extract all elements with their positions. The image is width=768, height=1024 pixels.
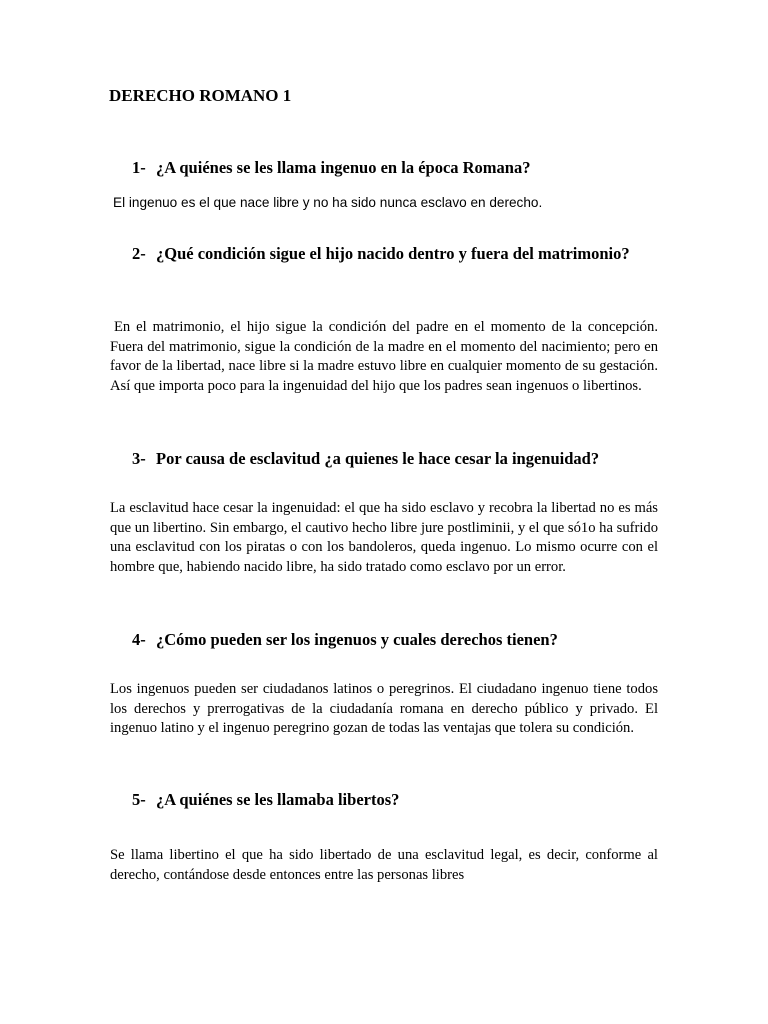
answer-3: La esclavitud hace cesar la ingenuidad: el que ha sido esclavo y recobra la libertad no es más que un libertino. Sin embargo, el cautivo hecho libre jure postliminii, y el que só1o ha sufrido una esclavitud con los piratas o con los bandoleros, queda ingenuo. Lo mismo ocurre con el hombre que, habiendo nacido libre, ha sido tratado como esclavo por un error. [110, 500, 658, 575]
answer-5: Se llama libertino el que ha sido libertado de una esclavitud legal, es decir, conforme al derecho, contándose desde entonces entre las personas libres [110, 847, 658, 883]
document-title: DERECHO ROMANO 1 [109, 86, 292, 105]
question-3 [132, 447, 658, 471]
question-number: 3- [132, 449, 146, 468]
question-number: 4- [132, 630, 146, 649]
question-4 [132, 628, 658, 652]
question-number: 2- [132, 244, 146, 263]
question-2 [132, 242, 658, 266]
answer-1: El ingenuo es el que nace libre y no ha sido nunca esclavo en derecho. [113, 195, 543, 210]
question-text: ¿Cómo pueden ser los ingenuos y cuales derechos tienen? [156, 630, 558, 649]
answer-2: En el matrimonio, el hijo sigue la condición del padre en el momento de la concepción. Fuera del matrimonio, sigue la condición de la madre en el momento del nacimiento; pero en favor de la libertad, nace libre si la madre estuvo libre en cualquier momento de su gestación. Así que importa poco para la ingenuidad del hijo que los padres sean ingenuos o libertinos. [110, 319, 658, 394]
question-text: ¿A quiénes se les llama ingenuo en la época Romana? [156, 158, 531, 177]
question-text: ¿Qué condición sigue el hijo nacido dentro y fuera del matrimonio? [156, 244, 630, 263]
answer-4: Los ingenuos pueden ser ciudadanos latinos o peregrinos. El ciudadano ingenuo tiene todos los derechos y prerrogativas de la ciudadanía romana en derecho público y privado. El ingenuo latino y el ingenuo peregrino gozan de todas las ventajas que tolera su condición. [110, 681, 658, 736]
question-text: Por causa de esclavitud ¿a quienes le hace cesar la ingenuidad? [156, 449, 600, 468]
question-number: 5- [132, 790, 146, 809]
question-text: ¿A quiénes se les llamaba libertos? [156, 790, 400, 809]
question-number: 1- [132, 158, 146, 177]
question-1 [132, 156, 658, 180]
question-5 [132, 788, 658, 812]
